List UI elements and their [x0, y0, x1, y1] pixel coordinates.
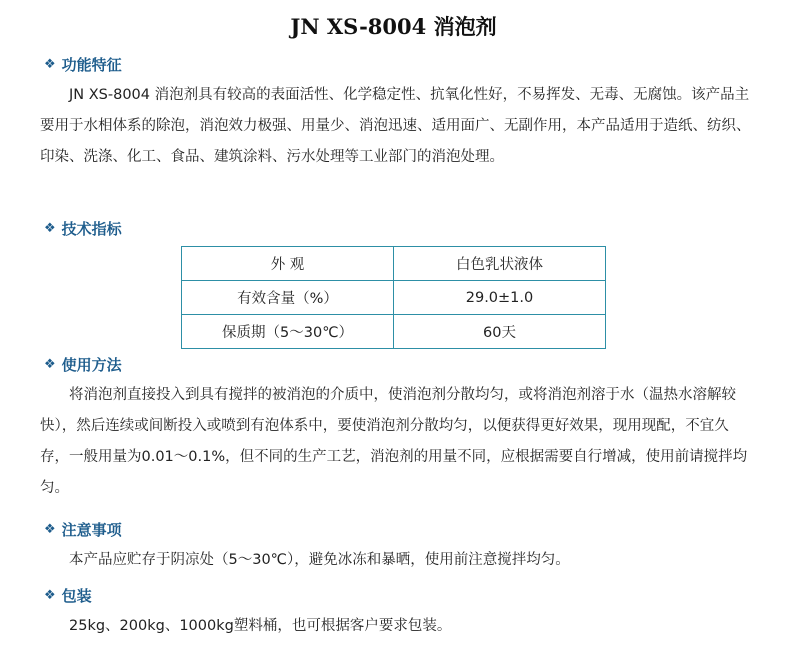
spec-key: 有效含量（%） — [182, 281, 394, 315]
packaging-heading — [44, 585, 92, 606]
packaging-paragraph — [40, 611, 752, 642]
diamond-bullet-icon: ❖ — [44, 57, 56, 72]
spec-value: 29.0±1.0 — [394, 281, 606, 315]
usage-heading-label: 使用方法 — [61, 356, 122, 374]
features-heading — [44, 54, 122, 75]
packaging-heading-label: 包装 — [61, 587, 92, 605]
diamond-bullet-icon: ❖ — [44, 221, 56, 236]
notes-heading-label: 注意事项 — [61, 521, 122, 539]
features-text: JN XS-8004 消泡剂具有较高的表面活性、化学稳定性、抗氧化性好，不易挥发、无毒、无腐蚀。该产品主要用于水相体系的除泡，消泡效力极强、用量少、消泡迅速、适用面广、无副作用，本产品适用于造纸、纺织、印染、洗涤、化工、食品、建筑涂料、污水处理等工业部门的消泡处理。 — [40, 87, 751, 165]
usage-heading — [44, 354, 122, 375]
diamond-bullet-icon: ❖ — [44, 522, 56, 537]
table-row — [182, 247, 606, 281]
diamond-bullet-icon: ❖ — [44, 357, 56, 372]
specs-heading-label: 技术指标 — [61, 220, 122, 238]
specs-heading — [44, 218, 122, 239]
spec-value: 白色乳状液体 — [394, 247, 606, 281]
notes-heading — [44, 519, 122, 540]
page-title: JN XS-8004 消泡剂 — [290, 14, 497, 39]
notes-paragraph — [40, 545, 752, 576]
spec-key: 保质期（5～30℃） — [182, 315, 394, 349]
usage-paragraph — [40, 380, 752, 504]
usage-text: 将消泡剂直接投入到具有搅拌的被消泡的介质中，使消泡剂分散均匀，或将消泡剂溶于水（温热水溶解较快），然后连续或间断投入或喷到有泡体系中，要使消泡剂分散均匀，以便获得更好效果，现用现配，不宜久存，一般用量为0.01～0.1%，但不同的生产工艺，消泡剂的用量不同，应根据需要自行增减，使用前请搅拌均匀。 — [40, 387, 748, 496]
spec-key: 外 观 — [182, 247, 394, 281]
table-row — [182, 281, 606, 315]
packaging-text: 25kg、200kg、1000kg塑料桶，也可根据客户要求包装。 — [69, 618, 452, 634]
notes-text: 本产品应贮存于阴凉处（5～30℃），避免冰冻和暴晒，使用前注意搅拌均匀。 — [69, 552, 570, 568]
diamond-bullet-icon: ❖ — [44, 588, 56, 603]
spec-value: 60天 — [394, 315, 606, 349]
product-sheet — [0, 12, 787, 648]
specs-table — [181, 246, 606, 349]
features-heading-label: 功能特征 — [61, 56, 122, 74]
table-row — [182, 315, 606, 349]
features-paragraph — [40, 80, 752, 173]
